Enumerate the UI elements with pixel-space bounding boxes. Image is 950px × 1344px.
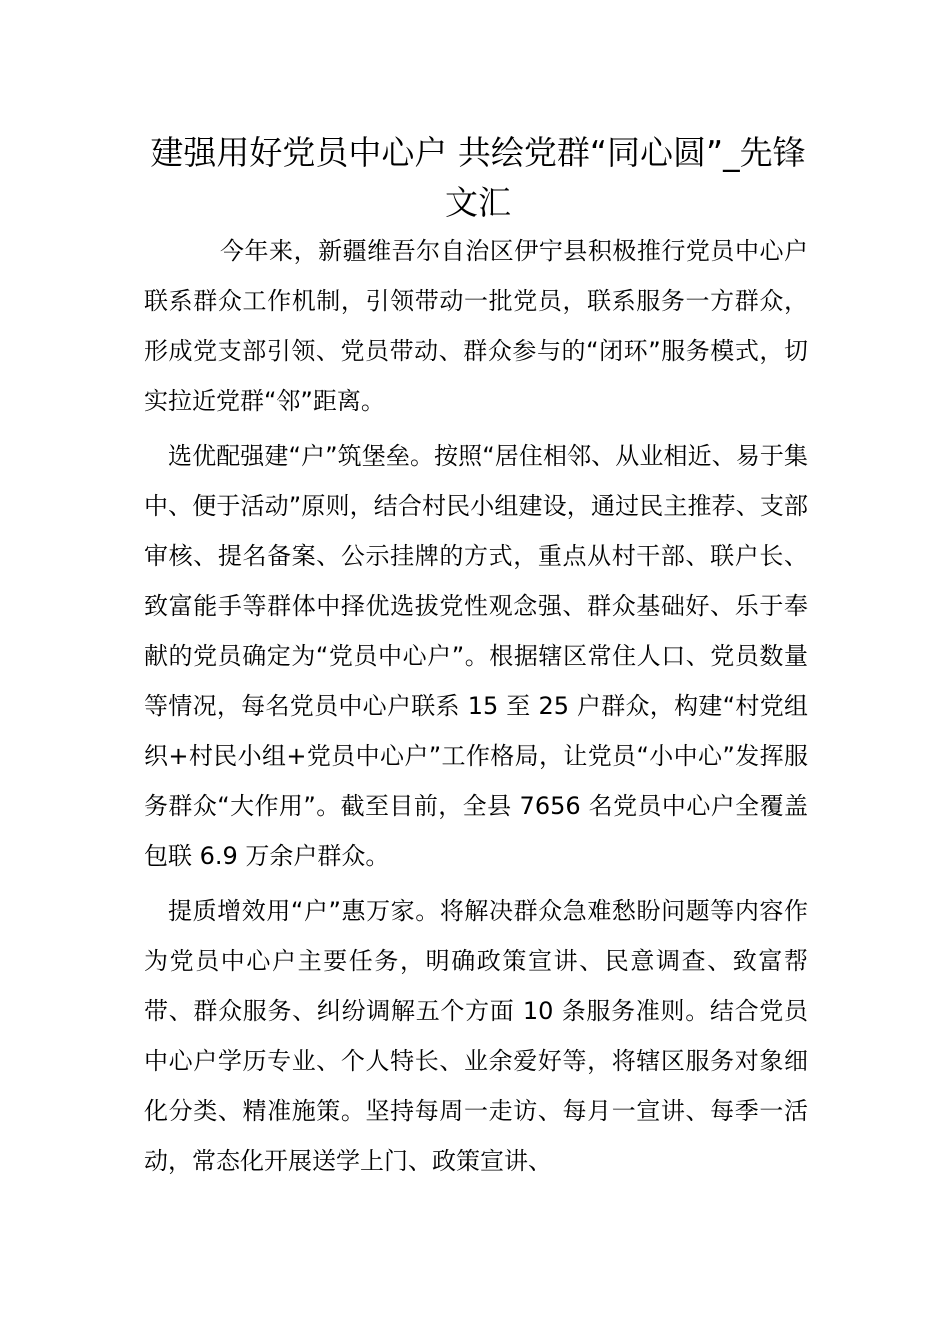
document-title: 建强用好党员中心户 共绘党群“同心圆”_先锋文汇: [150, 133, 806, 222]
paragraph-efficiency: 提质增效用“户”惠万家。将解决群众急难愁盼问题等内容作为党员中心户主要任务，明确政策宣讲、民意调查、致富帮带、群众服务、纠纷调解五个方面 10 条服务准则。结合党员中心户学历专业、个人特长、业余爱好等，将辖区服务对象细化分类、精准施策。坚持每周一走访、每月一宣讲、每季一活动，常态化开展送学上门、政策宣讲、: [144, 897, 808, 1175]
paragraph-intro: 今年来，新疆维吾尔自治区伊宁县积极推行党员中心户联系群众工作机制，引领带动一批党员，联系服务一方群众，形成党支部引领、党员带动、群众参与的“闭环”服务模式，切实拉近党群“邻”距离。: [144, 237, 808, 415]
paragraph-selection: 选优配强建“户”筑堡垒。按照“居住相邻、从业相近、易于集中、便于活动”原则，结合村民小组建设，通过民主推荐、支部审核、提名备案、公示挂牌的方式，重点从村干部、联户长、致富能手等群体中择优选拔党性观念强、群众基础好、乐于奉献的党员确定为“党员中心户”。根据辖区常住人口、党员数量等情况，每名党员中心户联系 15 至 25 户群众，构建“村党组织+村民小组+党员中心户”工作格局，让党员“小中心”发挥服务群众“大作用”。截至目前，全县 7656 名党员中心户全覆盖包联 6.9 万余户群众。: [144, 442, 808, 870]
document-body: [144, 226, 808, 1191]
